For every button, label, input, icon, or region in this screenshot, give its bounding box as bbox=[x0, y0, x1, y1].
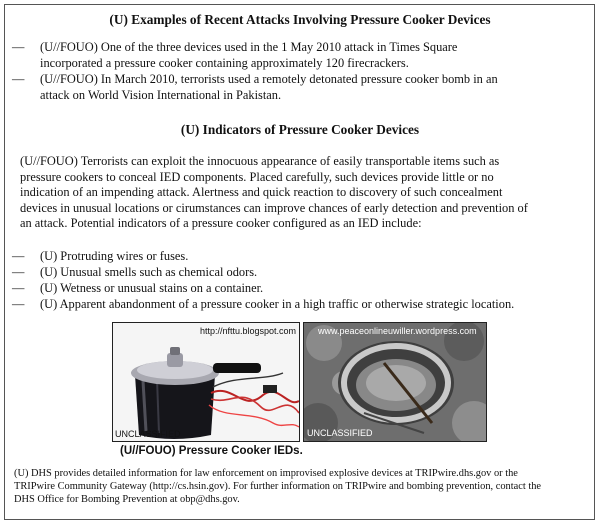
figure-caption: (U//FOUO) Pressure Cooker IEDs. bbox=[120, 445, 303, 457]
section-heading-recent-attacks: (U) Examples of Recent Attacks Involving Pressure Cooker Devices bbox=[109, 12, 491, 27]
attack-item-line: incorporated a pressure cooker containing approximately 120 firecrackers. bbox=[40, 55, 409, 70]
indicator-item bbox=[12, 297, 515, 313]
bullet-dash: — bbox=[12, 265, 25, 279]
paragraph-line: (U//FOUO) Terrorists can exploit the innocuous appearance of easily transportable items such as bbox=[20, 154, 500, 168]
classification-marking: UNCLASSIFIED bbox=[115, 429, 181, 439]
indicator-item bbox=[12, 265, 258, 281]
paragraph-line: an attack. Potential indicators of a pressure cooker configured as an IED include: bbox=[20, 216, 422, 231]
indicator-item bbox=[12, 281, 264, 297]
footnote-line: TRIPwire Community Gateway (http://cs.hsin.gov). For further information on TRIPwire and bombing prevention, contact the bbox=[14, 481, 542, 493]
pressure-cooker-ied-photo-left bbox=[112, 322, 300, 442]
attack-item-world-vision bbox=[12, 72, 498, 103]
bullet-dash: — bbox=[12, 40, 25, 54]
pressure-cooker-image bbox=[113, 323, 300, 442]
section-heading-indicators: (U) Indicators of Pressure Cooker Devices bbox=[180, 122, 420, 137]
attack-item-line: attack on World Vision International in Pakistan. bbox=[40, 87, 282, 102]
bullet-dash: — bbox=[12, 249, 25, 263]
image-source-label: http://nfttu.blogspot.com bbox=[199, 326, 296, 336]
classification-marking: UNCLASSIFIED bbox=[307, 428, 373, 438]
paragraph-line: pressure cookers to conceal IED components. Placed carefully, such devices provide little or no bbox=[20, 169, 494, 184]
bullet-dash: — bbox=[12, 281, 25, 295]
dhs-footnote bbox=[14, 467, 589, 507]
indicator-text: (U) Unusual smells such as chemical odors. bbox=[40, 265, 258, 279]
attack-item-line: (U//FOUO) One of the three devices used in the 1 May 2010 attack in Times Square bbox=[40, 40, 458, 54]
bullet-dash: — bbox=[12, 297, 25, 311]
burned-pressure-cooker-image bbox=[304, 323, 487, 442]
image-source-label: www.peaceonlineuwiller.wordpress.com bbox=[318, 326, 477, 336]
indicators-paragraph bbox=[20, 154, 590, 232]
pressure-cooker-ied-photo-right bbox=[303, 322, 487, 442]
indicator-text: (U) Wetness or unusual stains on a container. bbox=[40, 281, 264, 295]
indicator-text: (U) Protruding wires or fuses. bbox=[40, 249, 189, 263]
footnote-line: DHS Office for Bombing Prevention at obp@dhs.gov. bbox=[14, 494, 240, 506]
indicator-text: (U) Apparent abandonment of a pressure cooker in a high traffic or otherwise strategic location. bbox=[40, 297, 515, 311]
bullet-dash: — bbox=[12, 72, 25, 86]
footnote-line: (U) DHS provides detailed information for law enforcement on improvised explosive devices at TRIPwire.dhs.gov or the bbox=[14, 468, 518, 479]
paragraph-line: devices in unusual locations or cirumstances can improve chances of early detection and prevention of bbox=[20, 200, 528, 215]
attack-item-times-square bbox=[12, 40, 458, 71]
paragraph-line: indication of an impending attack. Alertness and quick reaction to discovery of such concealment bbox=[20, 185, 503, 200]
indicator-item bbox=[12, 249, 189, 265]
attack-item-line: (U//FOUO) In March 2010, terrorists used a remotely detonated pressure cooker bomb in an bbox=[40, 72, 498, 86]
